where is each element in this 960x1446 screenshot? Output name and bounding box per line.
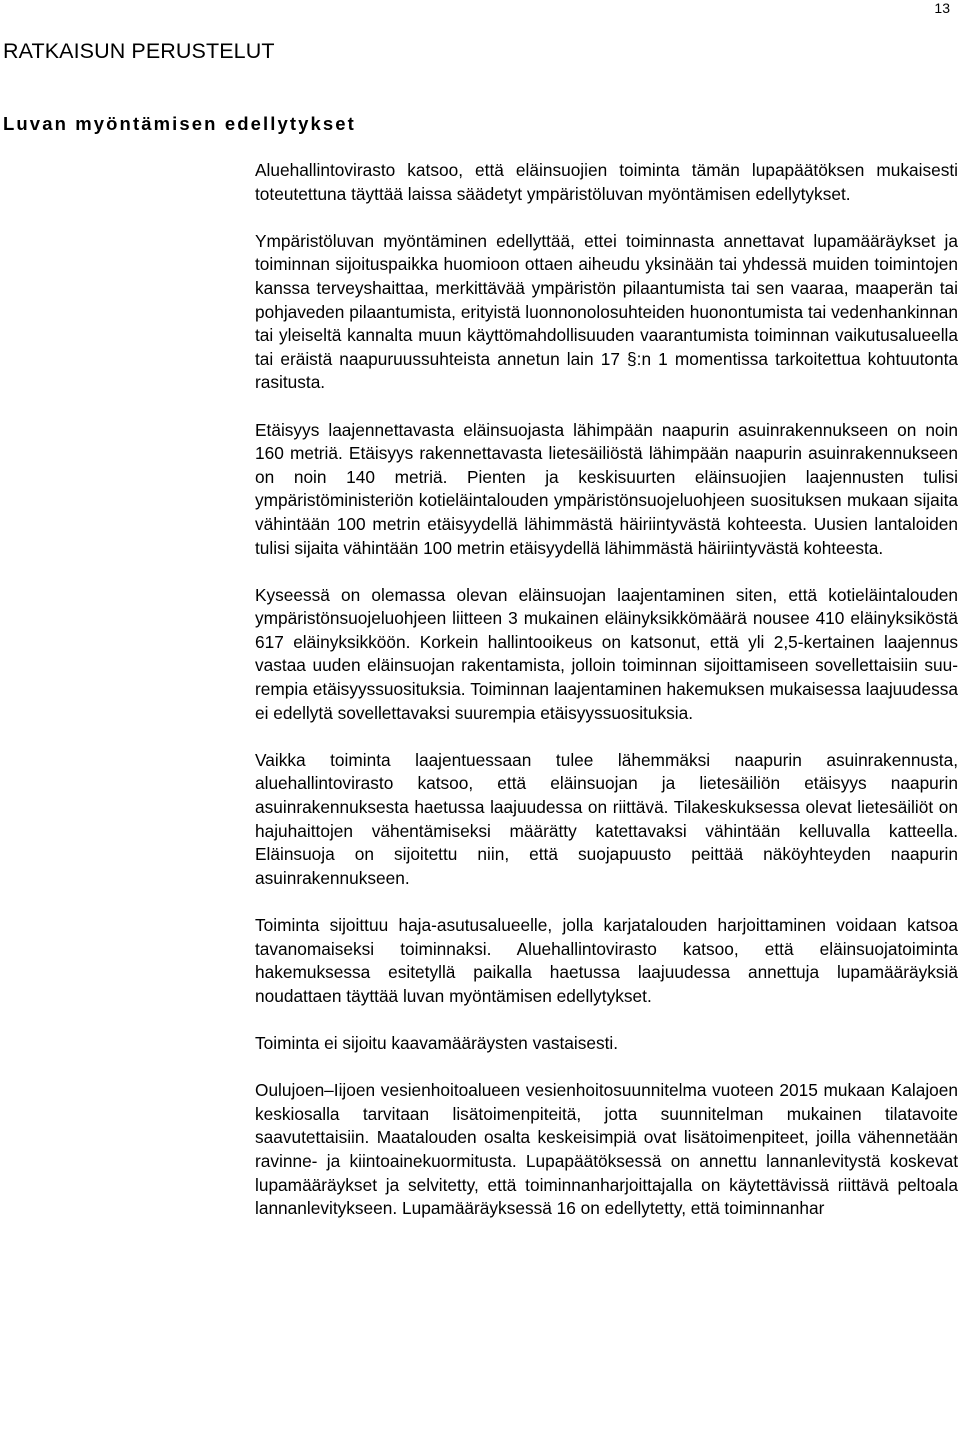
paragraph: Toiminta ei sijoitu kaavamääräysten vastaisesti. — [255, 1032, 619, 1053]
section-heading: RATKAISUN PERUSTELUT — [3, 39, 275, 63]
body-text — [255, 159, 958, 1244]
paragraph: Vaikka toiminta laajentuessaan tulee lähemmäksi naapurin asuinrakennusta, aluehallintovirasto katsoo, että eläinsuojan ja lietesäiliön etäisyys naapurin asuinrakennuksesta haetussa laajuudessa on riittävä. Tilakeskuksessa olevat lietesäiliöt on hajuhaittojen vähentämiseksi määrätty katettavaksi vähintään kelluvalla katteella. Eläinsuoja on sijoitettu niin, että suojapuusto peittää näköyhteyden naapurin asuinrakennukseen. — [255, 749, 958, 888]
paragraph: Kyseessä on olemassa olevan eläinsuojan laajentaminen siten, että kotieläintalouden ympäristönsuojeluohjeen liitteen 3 mukainen eläinyksikkömäärä nousee 410 eläinyksiköstä 617 eläinyksikköön. Korkein hallintooikeus on katsonut, että yli 2,5-kertainen laajennus vastaa uuden eläinsuojan rakentamista, jolloin toiminnan sijoittamiseen sovellettaisiin suurempia etäisyyssuosituksia. Toiminnan laajentaminen hakemuksen mukaisessa laajuudessa ei edellytä sovellettavaksi suurempia etäisyyssuosituksia. — [255, 584, 958, 723]
paragraph: Aluehallintovirasto katsoo, että eläinsuojien toiminta tämän lupapäätöksen mukaisesti toteutettuna täyttää laissa säädetyt ympäristöluvan myöntämisen edellytykset. — [255, 160, 958, 204]
paragraph: Ympäristöluvan myöntäminen edellyttää, ettei toiminnasta annettavat lupamääräykset ja toiminnan sijoituspaikka huomioon ottaen aiheudu yksinään tai yhdessä muiden toimintojen kanssa terveyshaittaa, merkittävää ympäristön pilaantumista tai sen vaaraa, maaperän tai pohjaveden pilaantumista, erityistä luonnonolosuhteiden huonontumista tai vedenhankinnan tai yleiseltä kannalta muun käyttömahdollisuuden vaarantumista toiminnan vaikutusalueella tai eräistä naapuruussuhteista annetun lain 17 §:n 1 momentissa tarkoitettua kohtuutonta rasitusta. — [255, 230, 958, 393]
paragraph: Etäisyys laajennettavasta eläinsuojasta lähimpään naapurin asuinrakennukseen on noin 160 metriä. Etäisyys rakennettavasta lietesäiliöstä lähimpään naapurin asuinrakennukseen on noin 140 metriä. Pienten ja keskisuurten eläinsuojien laajennusten tulisi ympäristöministeriön kotieläintalouden ympäristönsuojeluohjeen suosituksen mukaan sijaita vähintään 100 metrin etäisyydellä lähimmästä häiriintyvästä kohteesta. Uusien lantaloiden tulisi sijaita vähintään 100 metrin etäisyydellä lähimmästä häiriintyvästä kohteesta. — [255, 419, 958, 558]
paragraph: Toiminta sijoittuu haja-asutusalueelle, jolla karjatalouden harjoittaminen voidaan katsoa tavanomaiseksi toiminnaksi. Aluehallintovirasto katsoo, että eläinsuojatoiminta hakemuksessa esitetyllä paikalla haetussa laajuudessa annettuja lupamääräyksiä noudattaen täyttää luvan myöntämisen edellytykset. — [255, 915, 958, 1006]
page-number: 13 — [934, 0, 950, 16]
subsection-heading: Luvan myöntämisen edellytykset — [3, 113, 356, 134]
paragraph: Oulujoen–Iijoen vesienhoitoalueen vesienhoitosuunnitelma vuoteen 2015 mukaan Kalajoen keskiosalla tarvitaan lisätoimenpiteitä, jotta suunnitelman mukainen tilatavoite saavutettaisiin. Maatalouden osalta keskeisimpiä ovat lisätoimenpiteet, joilla vähennetään ravinne- ja kiintoainekuormitusta. Lupapäätöksessä on annettu lannanlevitystä koskevat lupamääräykset ja selvitetty, että toiminnanharjoittajalla on käytettävissä riittävä peltoala lannanlevitykseen. Lupamääräyksessä 16 on edellytetty, että toiminnanhar — [255, 1080, 958, 1219]
